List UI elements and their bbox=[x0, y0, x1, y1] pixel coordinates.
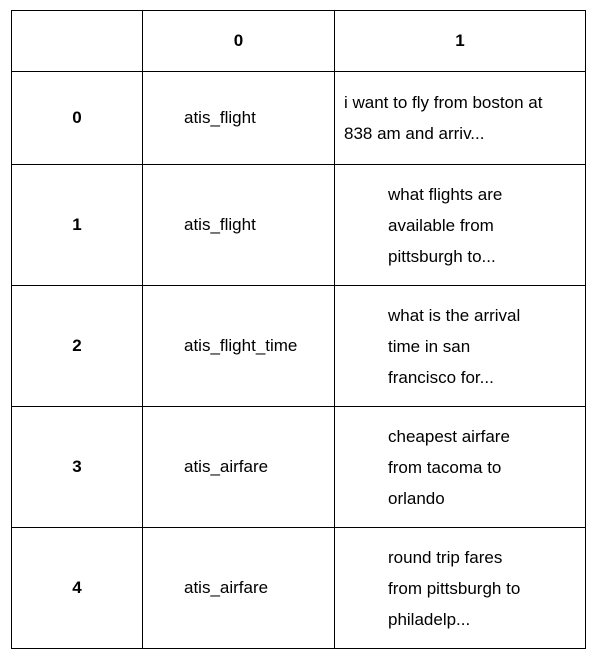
header-cell-0: 0 bbox=[143, 11, 335, 72]
label-cell: atis_airfare bbox=[143, 528, 335, 649]
header-cell-1: 1 bbox=[335, 11, 586, 72]
label-cell: atis_flight bbox=[143, 165, 335, 286]
text-cell: i want to fly from boston at 838 am and arriv... bbox=[335, 72, 586, 165]
text-cell: what flights are available from pittsburgh to... bbox=[335, 165, 586, 286]
table-row bbox=[12, 528, 586, 649]
label-cell: atis_flight_time bbox=[143, 286, 335, 407]
header-cell-index bbox=[12, 11, 143, 72]
label-cell: atis_flight bbox=[143, 72, 335, 165]
text-cell: cheapest airfare from tacoma to orlando bbox=[335, 407, 586, 528]
table-row bbox=[12, 72, 586, 165]
header-row bbox=[12, 11, 586, 72]
label-cell: atis_airfare bbox=[143, 407, 335, 528]
row-index-cell: 3 bbox=[12, 407, 143, 528]
table-row bbox=[12, 407, 586, 528]
row-index-cell: 2 bbox=[12, 286, 143, 407]
row-index-cell: 1 bbox=[12, 165, 143, 286]
data-table bbox=[11, 10, 586, 649]
row-index-cell: 0 bbox=[12, 72, 143, 165]
table-row bbox=[12, 286, 586, 407]
text-cell: round trip fares from pittsburgh to philadelp... bbox=[335, 528, 586, 649]
text-cell: what is the arrival time in san francisco for... bbox=[335, 286, 586, 407]
row-index-cell: 4 bbox=[12, 528, 143, 649]
table-row bbox=[12, 165, 586, 286]
